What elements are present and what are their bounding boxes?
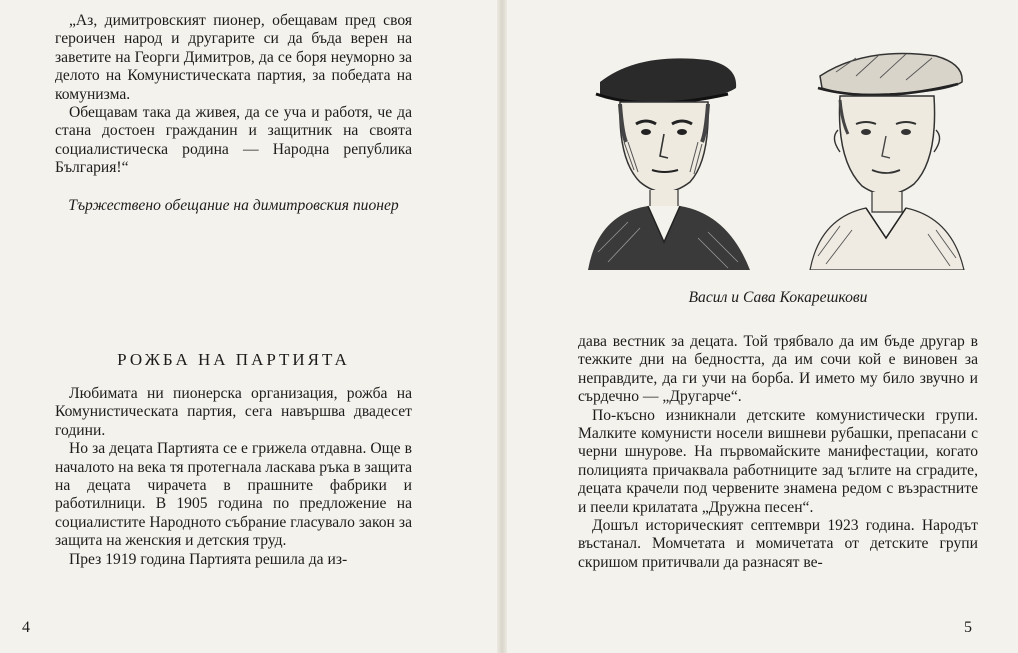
page-number-right: 5 [964,619,972,636]
portrait-caption: Васил и Сава Кокарешкови [688,289,868,306]
article-paragraph: През 1919 година Партията решила да из- [69,550,348,568]
article-paragraph: дава вестник за децата. Той трябвало да им бъде другар в тежките дни на бедността, да им сочи кой е виновен за неправдите, да ги учи на борба. И името му било звучно и сърдечно — „Другарче“. [578,333,978,406]
article-paragraph: По-късно изникнали детските комунистически групи. Малките комунисти носели вишневи рубашки, препасани с черни шнурове. На първомайските манифестации, когато полицията причаквала работниците зад ъглите на сградите, децата крачели под червените знамена редом с възрастните и пеели крилатата „Дружна песен“. [578,406,978,516]
article-left [55,385,412,569]
article-right [578,333,978,572]
article-paragraph: Но за децата Партията се е грижела отдавна. Още в началото на века тя протегнала ласкава ръка в защита на децата чирачета в прашните фабрики и работилници. В 1905 година по предложение на социалистите Народното събрание гласувало закон за защита на женския и детския труд. [55,440,412,550]
section-heading: РОЖБА НА ПАРТИЯТА [117,350,350,369]
oath-signature: Тържествено обещание на димитровския пионер [68,197,399,214]
portrait-vasil [578,42,760,270]
pioneer-oath [55,12,412,178]
article-paragraph: Любимата ни пионерска организация, рожба на Комунистическата партия, сега навършва двадесет години. [55,385,412,439]
oath-paragraph: „Аз, димитровският пионер, обещавам пред своя героичен народ и другарите си да бъда верен на заветите на Георги Димитров, да се боря неуморно за делото на Комунистическата партия, за победата на комунизма. [55,12,412,103]
oath-paragraph: Обещавам така да живея, да се уча и работя, че да стана достоен гражданин и защитник на своята социалистическа родина — Народна република България!“ [55,104,412,177]
portrait-sava [796,42,978,270]
article-paragraph: Дошъл историческият септември 1923 година. Народът въстанал. Момчетата и момичетата от детските групи скришом притичвали да разнасят ве- [578,517,978,571]
page-number-left: 4 [22,619,30,636]
